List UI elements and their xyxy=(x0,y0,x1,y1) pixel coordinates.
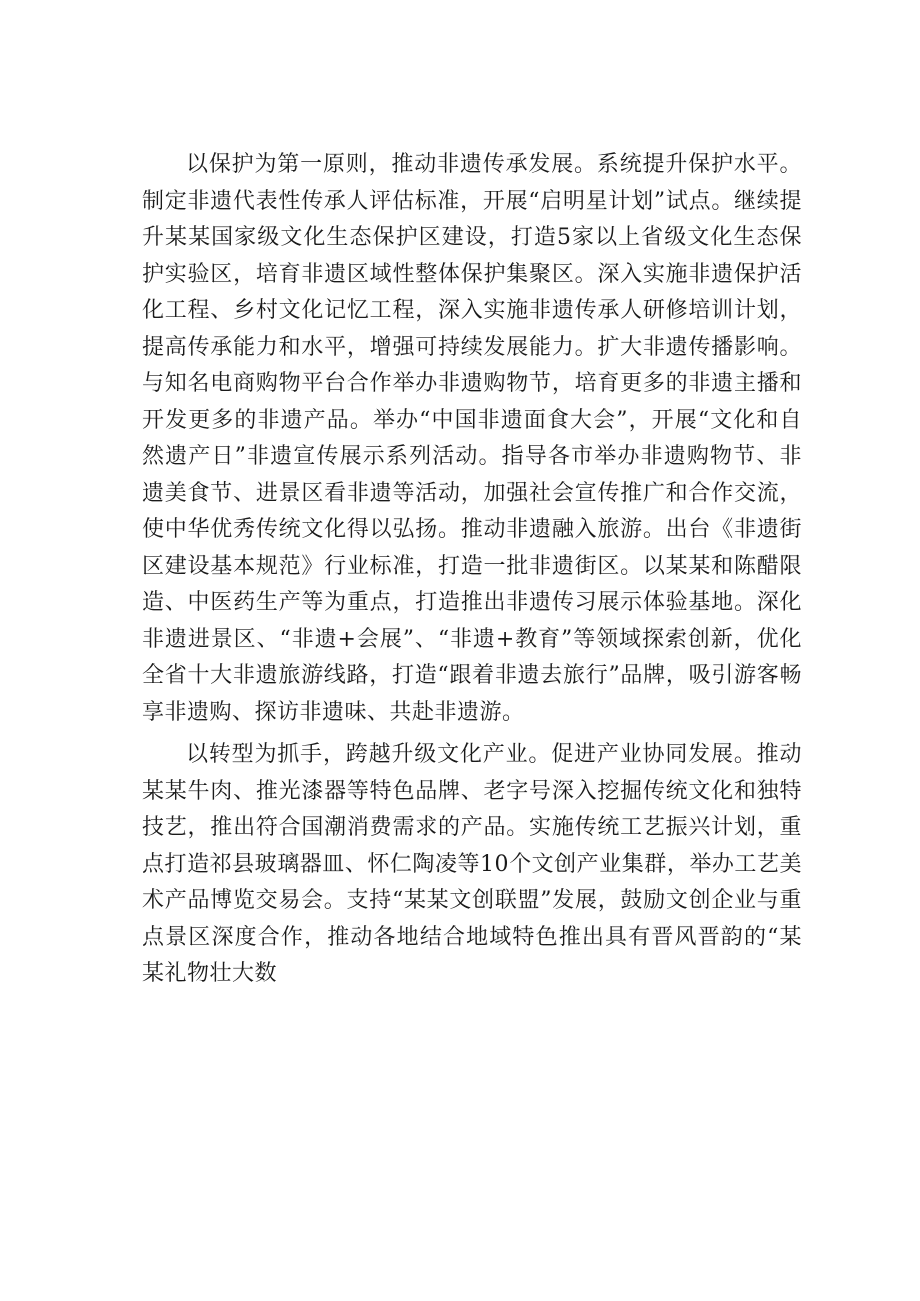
paragraph-heritage-protection: 以保护为第一原则，推动非遗传承发展。系统提升保护水平。制定非遗代表性传承人评估标准，开展“启明星计划”试点。继续提升某某国家级文化生态保护区建设，打造5家以上省级文化生态保护实验区，培育非遗区域性整体保护集聚区。深入实施非遗保护活化工程、乡村文化记忆工程，深入实施非遗传承人研修培训计划，提高传承能力和水平，增强可持续发展能力。扩大非遗传播影响。与知名电商购物平台合作举办非遗购物节，培育更多的非遗主播和开发更多的非遗产品。举办“中国非遗面食大会”，开展“文化和自然遗产日”非遗宣传展示系列活动。指导各市举办非遗购物节、非遗美食节、进景区看非遗等活动，加强社会宣传推广和合作交流，使中华优秀传统文化得以弘扬。推动非遗融入旅游。出台《非遗街区建设基本规范》行业标准，打造一批非遗街区。以某某和陈醋限造、中医药生产等为重点，打造推出非遗传习展示体验基地。深化非遗进景区、“非遗+会展”、“非遗+教育”等领域探索创新，优化全省十大非遗旅游线路，打造“跟着非遗去旅行”品牌，吸引游客畅享非遗购、探访非遗味、共赴非遗游。 xyxy=(142,152,802,725)
document-body xyxy=(142,147,802,993)
paragraph-cultural-industry: 以转型为抓手，跨越升级文化产业。促进产业协同发展。推动某某牛肉、推光漆器等特色品牌、老字号深入挖掘传统文化和独特技艺，推出符合国潮消费需求的产品。实施传统工艺振兴计划，重点打造祁县玻璃器皿、怀仁陶凌等10个文创产业集群，举办工艺美术产品博览交易会。支持“某某文创联盟”发展，鼓励文创企业与重点景区深度合作，推动各地结合地域特色推出具有晋风晋韵的“某某礼物壮大数 xyxy=(142,742,802,986)
